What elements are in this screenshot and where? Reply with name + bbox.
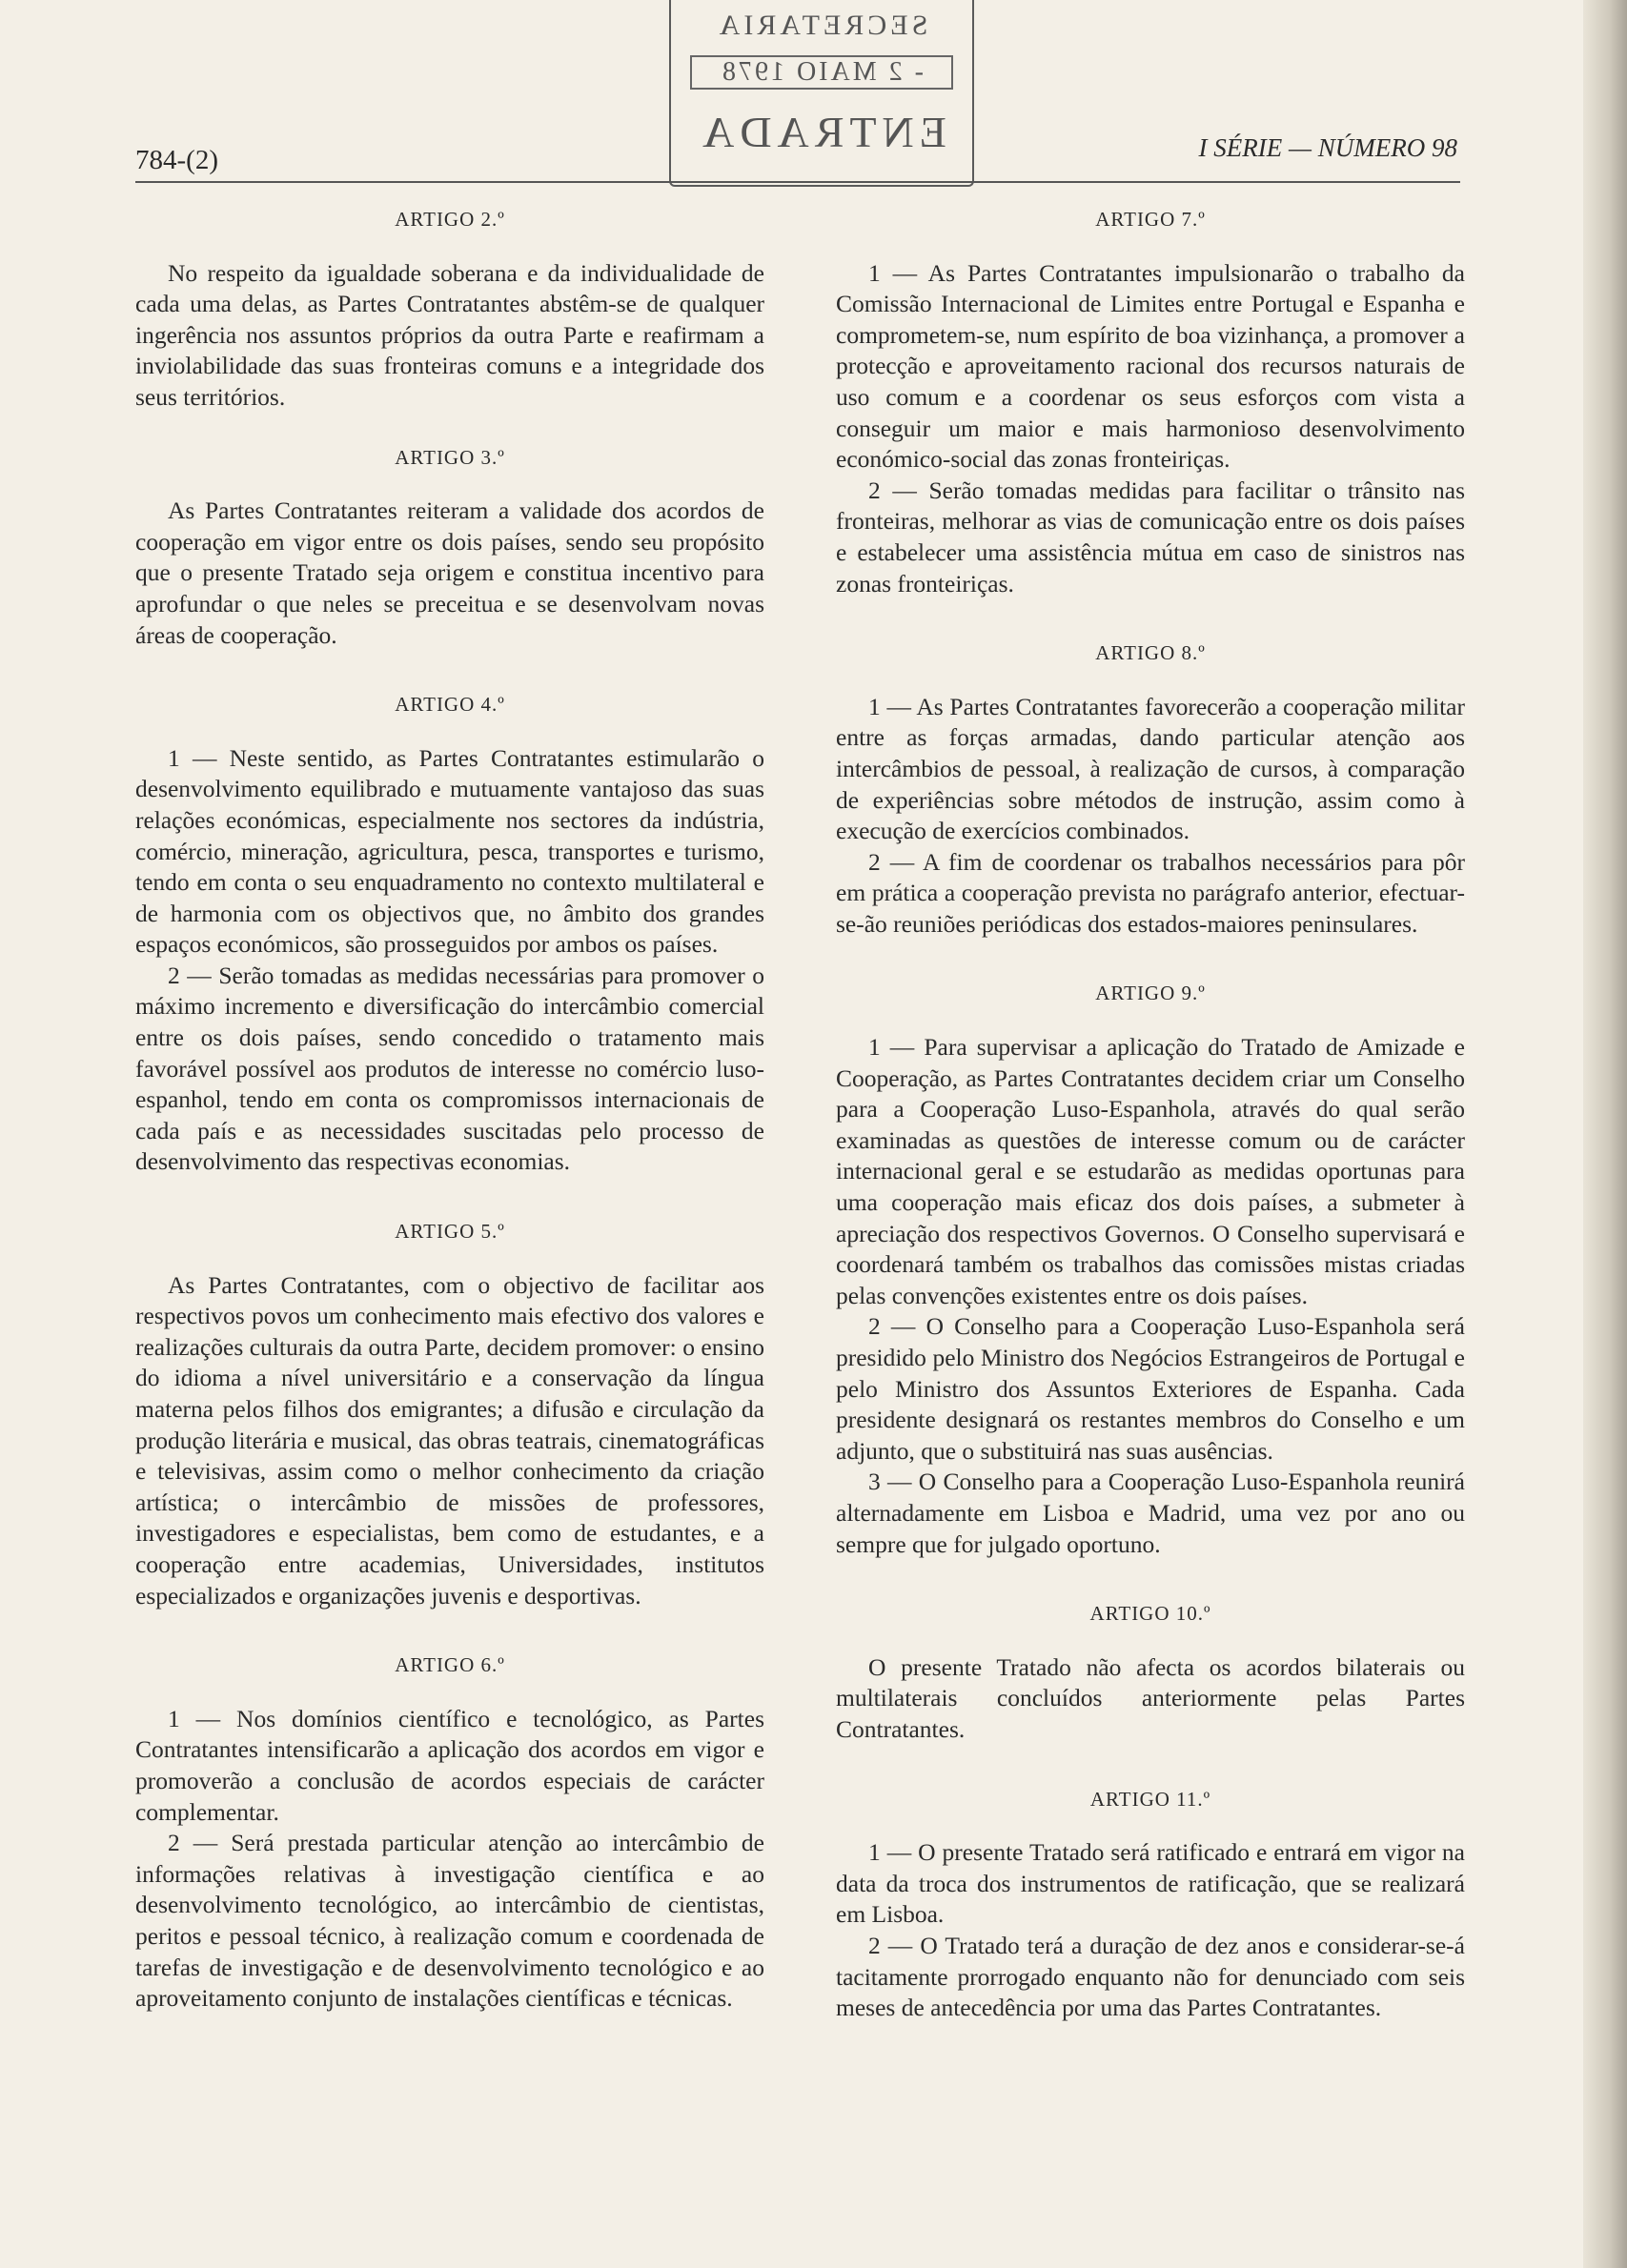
artigo-8-paragraph-2: 2 — A fim de coordenar os trabalhos necessários para pôr em prática a cooperação prevista no parágrafo anterior, efectuar-se-ão reuniões periódicas dos estados-maiores peninsulares.: [836, 847, 1465, 938]
artigo-2-title: ARTIGO 2.º: [395, 208, 505, 231]
artigo-10-title: ARTIGO 10.º: [1089, 1602, 1211, 1626]
artigo-6-paragraph-1: 1 — Nos domínios científico e tecnológico, as Partes Contratantes intensificarão a aplicação dos acordos em vigor e promoverão a conclusão de acordos especiais de carácter complementar.: [135, 1704, 764, 1826]
artigo-7-paragraph-2: 2 — Serão tomadas medidas para facilitar o trânsito nas fronteiras, melhorar as vias de comunicação entre os dois países e estabelecer uma assistência mútua em caso de sinistros nas zonas fronteiriças.: [836, 476, 1465, 597]
stamp-date: - 2 MAIO 1978: [690, 55, 953, 90]
series-number: I SÉRIE — NÚMERO 98: [1198, 133, 1457, 162]
header-rule: [135, 181, 1460, 183]
artigo-9-title: ARTIGO 9.º: [1095, 982, 1206, 1005]
page-edge-shadow: [1583, 0, 1627, 2268]
artigo-5-title: ARTIGO 5.º: [395, 1220, 505, 1244]
artigo-4-paragraph-2: 2 — Serão tomadas as medidas necessárias para promover o máximo incremento e diversificação do intercâmbio comercial entre os dois países, sendo concedido o tratamento mais favorável possível aos produtos de interesse no comércio luso-espanhol, tendo em conta os compromissos internacionais de cada país e as necessidades suscitadas pelo processo de desenvolvimento das respectivas economias.: [135, 961, 764, 1176]
artigo-4-paragraph-1: 1 — Neste sentido, as Partes Contratantes estimularão o desenvolvimento equilibrado e mutuamente vantajoso das suas relações económicas, especialmente nos sectores da indústria, comércio, mineração, agricultura, pesca, transportes e turismo, tendo em conta o seu enquadramento no contexto multilateral e de harmonia com os objectivos que, no âmbito dos grandes espaços económicos, são prosseguidos por ambos os países.: [135, 743, 764, 959]
artigo-10-paragraph: O presente Tratado não afecta os acordos bilaterais ou multilaterais concluídos anteriormente pelas Partes Contratantes.: [836, 1652, 1465, 1743]
artigo-4-title: ARTIGO 4.º: [395, 693, 505, 717]
right-column: [836, 204, 1465, 2024]
artigo-6-title: ARTIGO 6.º: [395, 1653, 505, 1677]
page-number: 784-(2): [135, 145, 218, 175]
artigo-9-paragraph-3: 3 — O Conselho para a Cooperação Luso-Espanhola reunirá alternadamente em Lisboa e Madrid, uma vez por ano ou sempre que for julgado oportuno.: [836, 1468, 1465, 1558]
artigo-9-paragraph-2: 2 — O Conselho para a Cooperação Luso-Espanhola será presidido pelo Ministro dos Negócios Estrangeiros de Portugal e pelo Ministro dos Assuntos Exteriores de Espanha. Cada presidente designará os restantes membros do Conselho e um adjunto, que o substituirá nas suas ausências.: [836, 1312, 1465, 1465]
artigo-11-paragraph-1: 1 — O presente Tratado será ratificado e entrará em vigor na data da troca dos instrumentos de ratificação, que se realizará em Lisboa.: [836, 1838, 1465, 1929]
artigo-8-title: ARTIGO 8.º: [1095, 641, 1206, 665]
artigo-7-paragraph-1: 1 — As Partes Contratantes impulsionarão o trabalho da Comissão Internacional de Limites entre Portugal e Espanha e comprometem-se, num espírito de boa vizinhança, a promover a protecção e aproveitamento racional dos recursos naturais de uso comum e a coordenar os seus esforços com vista a conseguir um maior e mais harmonioso desenvolvimento económico-social das zonas fronteiriças.: [836, 258, 1465, 474]
left-column: [135, 204, 764, 2015]
artigo-8-paragraph-1: 1 — As Partes Contratantes favorecerão a cooperação militar entre as forças armadas, dando particular atenção aos intercâmbios de pessoal, à realização de cursos, à comparação de experiências sobre métodos de instrução, assim como à execução de exercícios combinados.: [836, 692, 1465, 845]
artigo-11-title: ARTIGO 11.º: [1089, 1787, 1211, 1811]
artigo-5-paragraph: As Partes Contratantes, com o objectivo de facilitar aos respectivos povos um conhecimento mais efectivo dos valores e realizações culturais da outra Parte, decidem promover: o ensino do idioma a nível universitário e a conservação da língua materna pelos filhos dos emigrantes; a difusão e circulação da produção literária e musical, das obras teatrais, cinematográficas e televisivas, assim como o melhor conhecimento da criação artística; o intercâmbio de missões de professores, investigadores e especialistas, bem como de estudantes, e a cooperação entre academias, Universidades, institutos especializados e organizações juvenis e desportivas.: [135, 1270, 764, 1610]
artigo-6-paragraph-2: 2 — Será prestada particular atenção ao intercâmbio de informações relativas à investigação científica e ao desenvolvimento tecnológico, ao intercâmbio de cientistas, peritos e pessoal técnico, à realização comum e coordenada de tarefas de investigação e de desenvolvimento tecnológico e ao aproveitamento conjunto de instalações científicas e técnicas.: [135, 1829, 764, 2013]
artigo-7-title: ARTIGO 7.º: [1095, 208, 1206, 231]
artigo-2-paragraph: No respeito da igualdade soberana e da individualidade de cada uma delas, as Partes Contratantes abstêm-se de qualquer ingerência nos assuntos próprios da outra Parte e reafirmam a inviolabilidade das suas fronteiras comuns e a integridade dos seus territórios.: [135, 258, 764, 411]
artigo-9-paragraph-1: 1 — Para supervisar a aplicação do Tratado de Amizade e Cooperação, as Partes Contratantes decidem criar um Conselho para a Cooperação Luso-Espanhola, através do qual serão examinadas as questões de interesse comum ou de carácter internacional geral e se estudarão as medidas oportunas para uma cooperação mais eficaz dos dois países, a submeter à apreciação dos respectivos Governos. O Conselho supervisará e coordenará também os trabalhos das comissões mistas criadas pelas convenções existentes entre os dois países.: [836, 1033, 1465, 1309]
stamp-secretaria: SECRETARIA: [715, 10, 928, 41]
stamp-entrada: ENTRADA: [697, 108, 946, 156]
entrada-stamp: [669, 0, 974, 187]
artigo-3-paragraph: As Partes Contratantes reiteram a validade dos acordos de cooperação em vigor entre os dois países, sendo seu propósito que o presente Tratado seja origem e constitua incentivo para aprofundar o que neles se preceitua e se desenvolvam novas áreas de cooperação.: [135, 496, 764, 649]
artigo-11-paragraph-2: 2 — O Tratado terá a duração de dez anos e considerar-se-á tacitamente prorrogado enquanto não for denunciado com seis meses de antecedência por uma das Partes Contratantes.: [836, 1931, 1465, 2022]
artigo-3-title: ARTIGO 3.º: [395, 445, 505, 469]
